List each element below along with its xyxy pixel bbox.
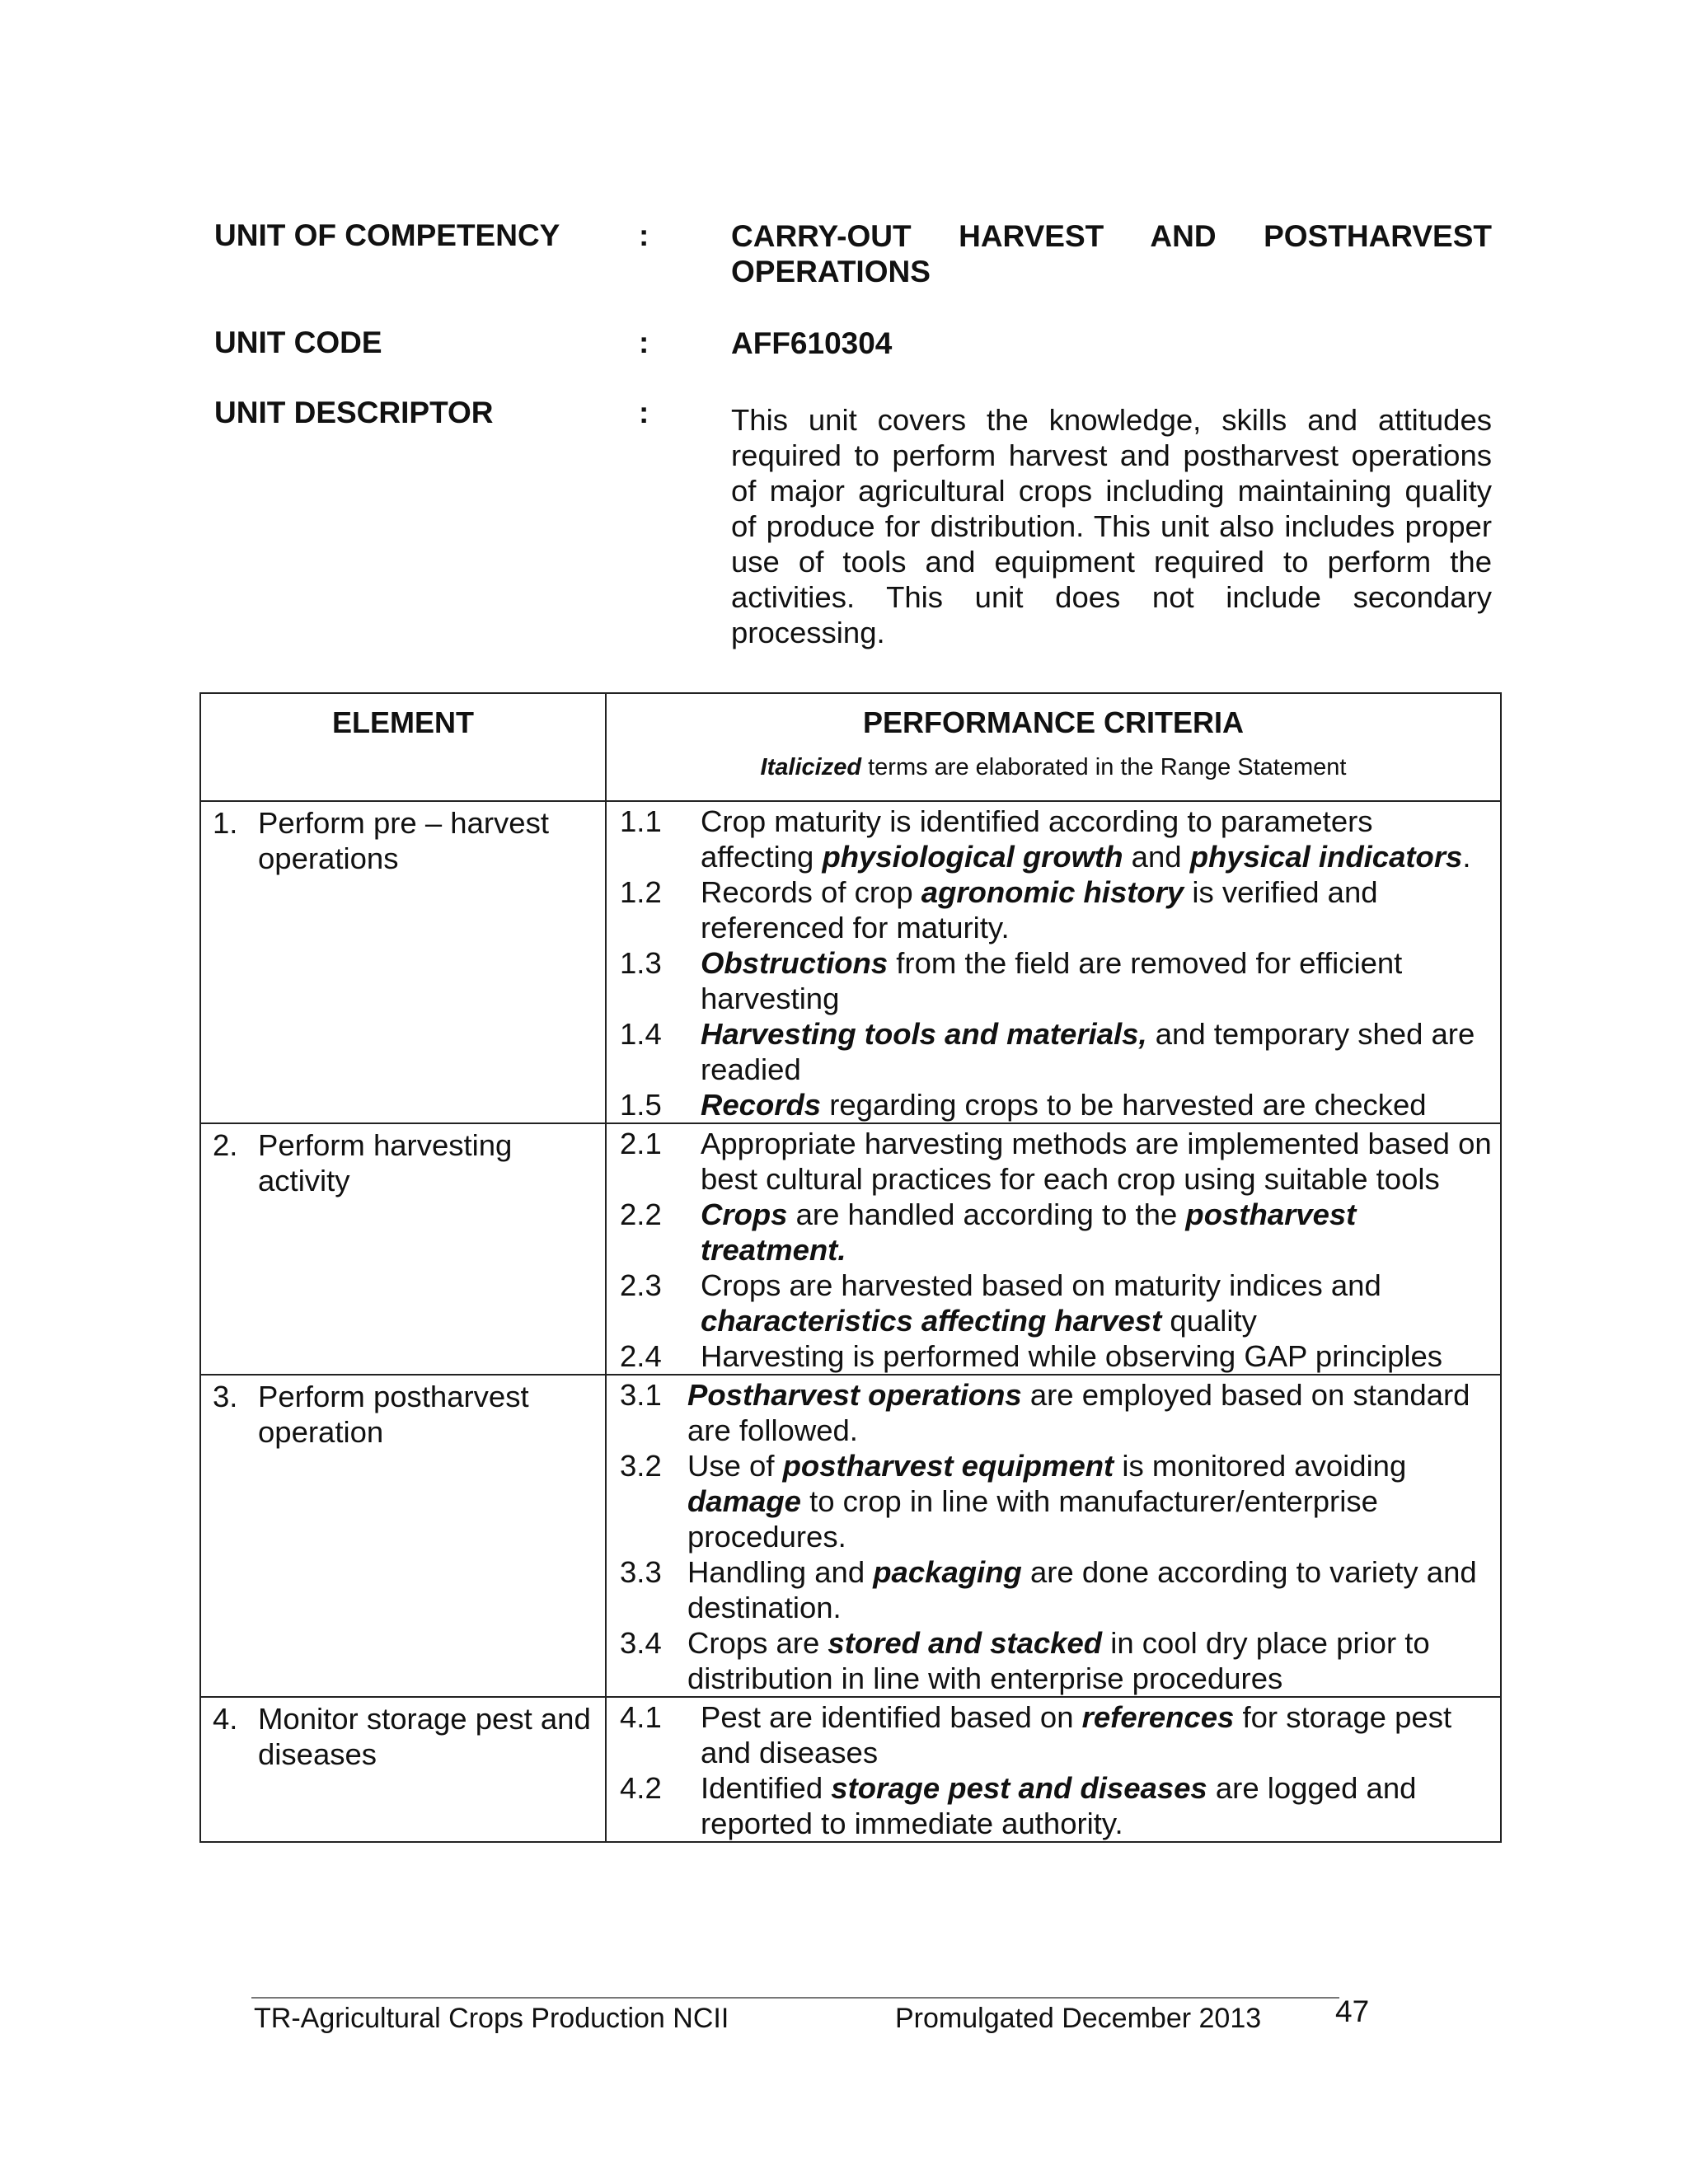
range-term: agronomic history — [921, 875, 1184, 909]
unit-descriptor-label: UNIT DESCRIPTOR — [214, 396, 494, 429]
criterion-number: 2.3 — [620, 1268, 662, 1302]
criterion-segment: for storage pest and diseases — [701, 1700, 1452, 1769]
criteria-cell — [606, 801, 1501, 1123]
range-term: stored and stacked — [828, 1626, 1103, 1660]
criterion-segment: to crop in line with manufacturer/enterprise procedures. — [687, 1484, 1378, 1554]
criterion-segment: Use of — [687, 1449, 783, 1483]
criteria-cell — [606, 1123, 1501, 1375]
criterion-segment: are employed based on standard are followed. — [687, 1378, 1470, 1447]
footer-divider — [251, 1997, 1339, 1999]
unit-title-line1: CARRY-OUT HARVEST AND POSTHARVEST — [731, 219, 1492, 253]
criterion-number: 1.1 — [620, 804, 662, 838]
criterion — [620, 1016, 1492, 1087]
range-term: Obstructions — [701, 946, 889, 980]
page-number: 47 — [1335, 1994, 1370, 2028]
criterion — [620, 874, 1492, 945]
criterion-segment: Identified — [701, 1771, 832, 1805]
element-number: 3. — [213, 1380, 238, 1413]
criterion-segment: and temporary shed are readied — [701, 1017, 1475, 1086]
criterion-segment: are logged and reported to immediate authority. — [701, 1771, 1417, 1840]
table-row — [200, 1697, 1501, 1842]
criterion-segment: from the field are removed for efficient harvesting — [701, 946, 1403, 1015]
range-term: packaging — [873, 1555, 1022, 1589]
criterion-text — [701, 945, 1492, 1016]
element-number: 4. — [213, 1702, 238, 1736]
criterion-segment: Records of crop — [701, 875, 921, 909]
criterion-text — [701, 1016, 1492, 1087]
criterion-segment: Crops are — [687, 1626, 828, 1660]
criterion — [620, 1448, 1492, 1554]
criterion-segment: quality — [1161, 1304, 1257, 1338]
range-term: characteristics affecting harvest — [701, 1304, 1162, 1338]
criterion-number: 2.4 — [620, 1339, 662, 1373]
element-number: 1. — [213, 806, 238, 840]
criterion-text — [701, 1268, 1492, 1338]
competency-table — [199, 692, 1502, 1843]
criterion-segment: Harvesting is performed while observing GAP principles — [701, 1339, 1443, 1373]
element-cell — [200, 1375, 606, 1697]
criterion — [620, 1554, 1492, 1625]
table-row — [200, 1375, 1501, 1697]
criterion-number: 3.2 — [620, 1449, 662, 1483]
criterion-segment: and — [1123, 840, 1190, 874]
criterion — [620, 1338, 1492, 1374]
criterion-text — [701, 1126, 1492, 1197]
table-row — [200, 801, 1501, 1123]
criterion — [620, 1377, 1492, 1448]
range-term: physiological growth — [822, 840, 1123, 874]
criterion-segment: Crop maturity is identified according to parameters affecting — [701, 804, 1373, 874]
element-text: Perform pre – harvest operations — [258, 806, 549, 875]
criterion-segment: Appropriate harvesting methods are implemented based on best cultural practices for each crop using suitable tools — [701, 1127, 1492, 1196]
unit-code-label: UNIT CODE — [214, 326, 382, 359]
criterion-text — [701, 1197, 1492, 1268]
criterion — [620, 804, 1492, 874]
element-text: Perform postharvest operation — [258, 1380, 529, 1449]
criterion — [620, 945, 1492, 1016]
range-term: Records — [701, 1088, 822, 1122]
element-cell — [200, 1697, 606, 1842]
range-term: Postharvest operations — [687, 1378, 1022, 1412]
criterion-number: 1.5 — [620, 1088, 662, 1122]
criterion-number: 4.2 — [620, 1771, 662, 1805]
element-text: Perform harvesting activity — [258, 1128, 513, 1197]
criterion-number: 3.3 — [620, 1555, 662, 1589]
criterion-text — [687, 1448, 1492, 1554]
range-term: damage — [687, 1484, 801, 1518]
criterion — [620, 1197, 1492, 1268]
note-text: terms are elaborated in the Range Statement — [861, 754, 1347, 780]
criterion-segment: are done according to variety and destination. — [687, 1555, 1477, 1624]
element-number: 2. — [213, 1128, 238, 1162]
footer-promulgated: Promulgated December 2013 — [895, 2003, 1262, 2034]
criterion-segment: . — [1462, 840, 1471, 874]
unit-of-competency-label: UNIT OF COMPETENCY — [214, 218, 560, 252]
performance-criteria-header — [606, 693, 1501, 801]
criterion-text — [701, 1699, 1492, 1770]
footer-document-title: TR-Agricultural Crops Production NCII — [254, 2003, 729, 2034]
criterion-segment: regarding crops to be harvested are checked — [821, 1088, 1427, 1122]
criterion — [620, 1126, 1492, 1197]
criteria-cell — [606, 1375, 1501, 1697]
criterion-segment: Pest are identified based on — [701, 1700, 1082, 1734]
unit-descriptor-text: This unit covers the knowledge, skills and attitudes required to perform harvest and postharvest operations of major agricultural crops including maintaining quality of produce for distribution. This unit also includes proper use of tools and equipment required to perform the activities. This unit does not include secondary processing. — [731, 403, 1492, 649]
criteria-cell — [606, 1697, 1501, 1842]
criterion-number: 2.1 — [620, 1127, 662, 1160]
criterion-segment: Crops are harvested based on maturity indices and — [701, 1268, 1381, 1302]
range-statement-note — [607, 753, 1499, 781]
element-cell — [200, 1123, 606, 1375]
criterion — [620, 1699, 1492, 1770]
criterion — [620, 1770, 1492, 1841]
range-term: Crops — [701, 1197, 788, 1231]
criterion-text — [687, 1554, 1492, 1625]
criterion-text — [687, 1377, 1492, 1448]
criterion-number: 4.1 — [620, 1700, 662, 1734]
criterion — [620, 1268, 1492, 1338]
criterion-text — [701, 874, 1492, 945]
colon: : — [639, 326, 649, 359]
criterion-segment: is verified and referenced for maturity. — [701, 875, 1378, 944]
italicized-word: Italicized — [760, 754, 862, 780]
criterion-segment: in cool dry place prior to distribution in line with enterprise procedures — [687, 1626, 1430, 1695]
element-text: Monitor storage pest and diseases — [258, 1702, 591, 1771]
criterion-segment: is monitored avoiding — [1114, 1449, 1407, 1483]
range-term: references — [1081, 1700, 1235, 1734]
criterion-number: 2.2 — [620, 1197, 662, 1231]
criterion-number: 1.3 — [620, 946, 662, 980]
range-term: Harvesting tools and materials, — [701, 1017, 1147, 1051]
element-header: ELEMENT — [200, 693, 606, 801]
criterion-text — [701, 1087, 1492, 1122]
range-term: physical indicators — [1189, 840, 1463, 874]
element-cell — [200, 801, 606, 1123]
criterion-number: 1.4 — [620, 1017, 662, 1051]
range-term: postharvest treatment. — [701, 1197, 1357, 1267]
criterion-text — [687, 1625, 1492, 1696]
table-header-row — [200, 693, 1501, 801]
criterion-number: 1.2 — [620, 875, 662, 909]
criterion-segment: are handled according to the — [787, 1197, 1186, 1231]
criterion-text — [701, 1338, 1492, 1374]
criterion-number: 3.4 — [620, 1626, 662, 1660]
criterion-number: 3.1 — [620, 1378, 662, 1412]
colon: : — [639, 218, 649, 252]
performance-criteria-title: PERFORMANCE CRITERIA — [862, 705, 1244, 739]
criterion-text — [701, 1770, 1492, 1841]
criterion-text — [701, 804, 1492, 874]
criterion-segment: Handling and — [687, 1555, 874, 1589]
unit-code-value: AFF610304 — [731, 326, 893, 360]
criterion — [620, 1625, 1492, 1696]
range-term: postharvest equipment — [782, 1449, 1114, 1483]
table-row — [200, 1123, 1501, 1375]
unit-title-line2: OPERATIONS — [731, 255, 931, 288]
unit-of-competency-value — [731, 218, 1492, 289]
range-term: storage pest and diseases — [831, 1771, 1207, 1805]
criterion — [620, 1087, 1492, 1122]
colon: : — [639, 396, 649, 429]
